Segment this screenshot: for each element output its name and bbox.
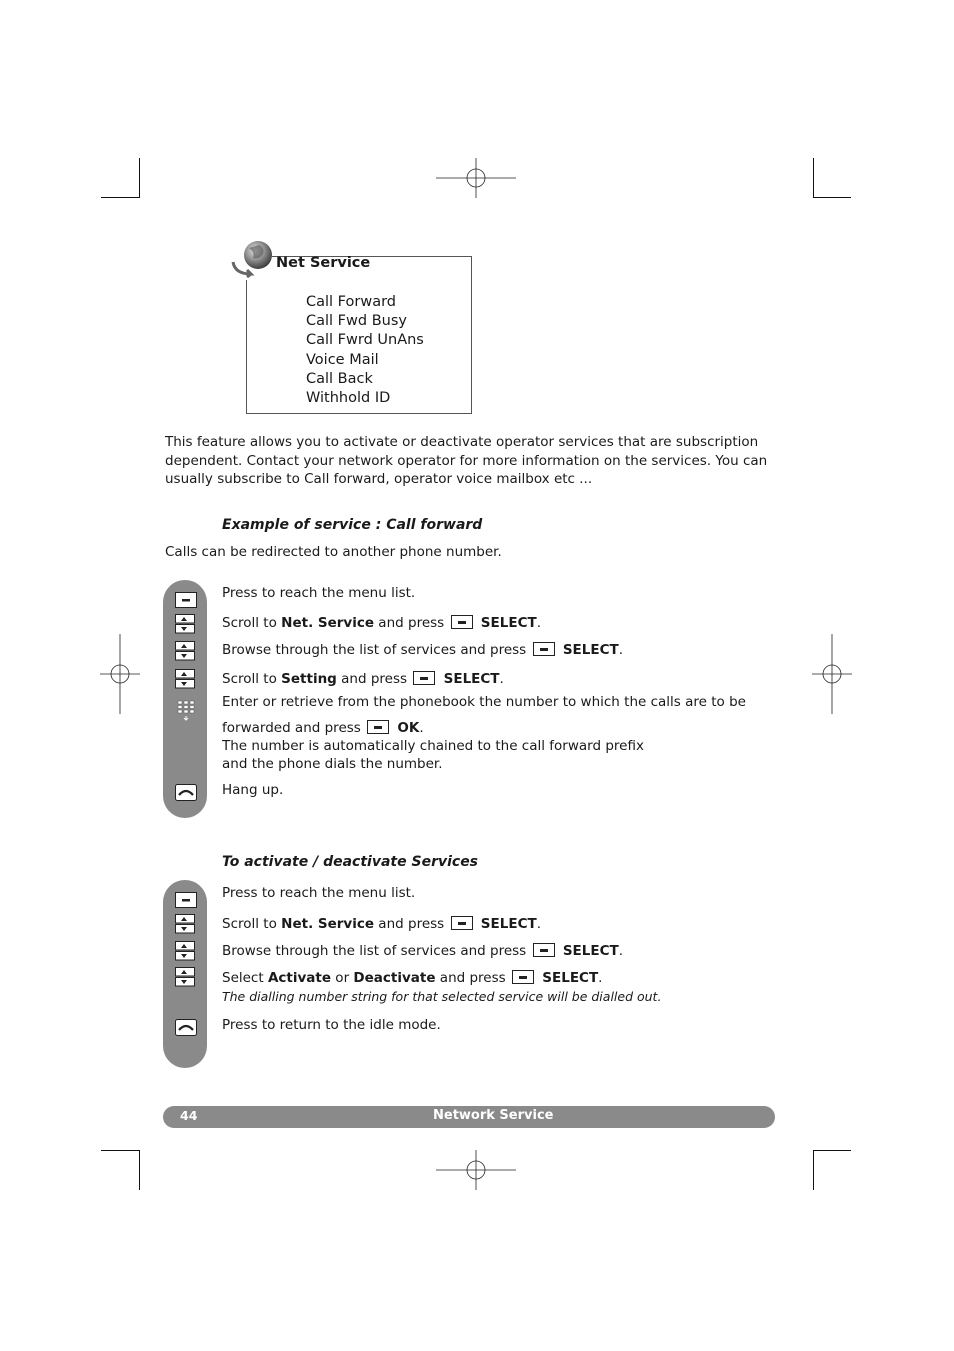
step-text: forwarded and press OK. [222,720,424,736]
globe-icon [229,238,277,278]
key-label: SELECT [542,970,599,986]
step-text: Scroll to Net. Service and press SELECT. [222,916,541,932]
step-text-part: and press [435,970,506,986]
step-text-part: and press [374,916,445,932]
key-label: OK [397,720,420,736]
hang-up-icon [175,1019,197,1037]
menu-key-icon [175,892,197,908]
step-text: Browse through the list of services and press SELECT. [222,642,623,658]
menu-option-name: Net. Service [281,916,375,932]
step-text-part: Select [222,970,268,986]
step-text: Press to return to the idle mode. [222,1017,441,1033]
step-text-part: and press [374,615,445,631]
option-deactivate: Deactivate [353,970,436,986]
section2-heading: To activate / deactivate Services [222,854,479,870]
menu-item: Call Forward [306,294,396,310]
menu-item: Call Back [306,370,373,387]
key-label: SELECT [480,615,537,631]
scroll-keys-icon [175,941,195,961]
intro-line: This feature allows you to activate or deactivate operator services that are subscription [165,434,759,450]
menu-key-icon [175,592,197,608]
scroll-keys-icon [175,614,195,634]
step-text: Press to reach the menu list. [222,585,416,601]
softkey-icon [533,943,555,957]
step-text-part: Scroll to [222,615,282,631]
crop-mark [813,1150,814,1190]
softkey-icon [413,671,435,685]
menu-option-name: Net. Service [281,615,375,631]
registration-mark [100,634,140,714]
footer-title: Network Service [433,1108,554,1123]
crop-mark [813,197,851,198]
softkey-icon [512,970,534,984]
intro-line: usually subscribe to Call forward, operator voice mailbox etc ... [165,471,593,487]
step-text-part: Browse through the list of services and press [222,943,527,959]
crop-mark [139,158,140,198]
step-text-part: and press [336,671,408,687]
menu-item: Call Fwrd UnAns [306,332,424,349]
softkey-icon [367,720,389,734]
menu-item: Call Fwd Busy [306,313,407,330]
intro-line: dependent. Contact your network operator for more information on the services. You can [165,452,768,469]
softkey-icon [451,916,473,930]
step-text-part: Scroll to [222,671,282,687]
step-text: The number is automatically chained to the call forward prefix [222,738,644,754]
softkey-icon [451,615,473,629]
step-text: Select Activate or Deactivate and press SELECT. [222,970,603,986]
key-label: SELECT [443,671,500,687]
registration-mark [436,1150,516,1190]
step-text: Enter or retrieve from the phonebook the number to which the calls are to be [222,694,746,710]
page-number: 44 [180,1108,198,1123]
crop-mark [813,1150,851,1151]
step-text: Browse through the list of services and press SELECT. [222,943,623,959]
crop-mark [813,158,814,198]
key-label: SELECT [562,943,619,959]
menu-item: Voice Mail [306,351,379,368]
step-text-part: or [331,970,354,986]
step-text: Press to reach the menu list. [222,885,416,901]
menu-option-name: Setting [281,671,337,687]
crop-mark [101,197,140,198]
step-text: and the phone dials the number. [222,756,443,772]
step-text-part: forwarded and press [222,720,361,736]
step-note: The dialling number string for that selected service will be dialled out. [222,989,662,1004]
step-text: Scroll to Net. Service and press SELECT. [222,615,541,631]
section1-subtext: Calls can be redirected to another phone number. [165,544,502,560]
keypad-icon [177,700,195,722]
crop-mark [139,1150,140,1190]
scroll-keys-icon [175,967,195,987]
section1-heading: Example of service : Call forward [222,517,483,533]
step-text: Hang up. [222,782,284,798]
crop-mark [101,1150,140,1151]
option-activate: Activate [267,970,332,986]
step-text-part: Browse through the list of services and press [222,642,527,658]
hang-up-icon [175,784,197,802]
scroll-keys-icon [175,914,195,934]
step-text-part: Scroll to [222,916,282,932]
registration-mark [436,158,516,198]
menu-list [306,293,424,408]
key-label: SELECT [562,642,619,658]
menu-title: Net Service [276,255,371,271]
registration-mark [812,634,852,714]
scroll-keys-icon [175,669,195,689]
intro-paragraph [165,433,767,489]
key-label: SELECT [480,916,537,932]
menu-item: Withhold ID [306,389,391,406]
step-text: Scroll to Setting and press SELECT. [222,671,504,687]
softkey-icon [533,642,555,656]
scroll-keys-icon [175,641,195,661]
